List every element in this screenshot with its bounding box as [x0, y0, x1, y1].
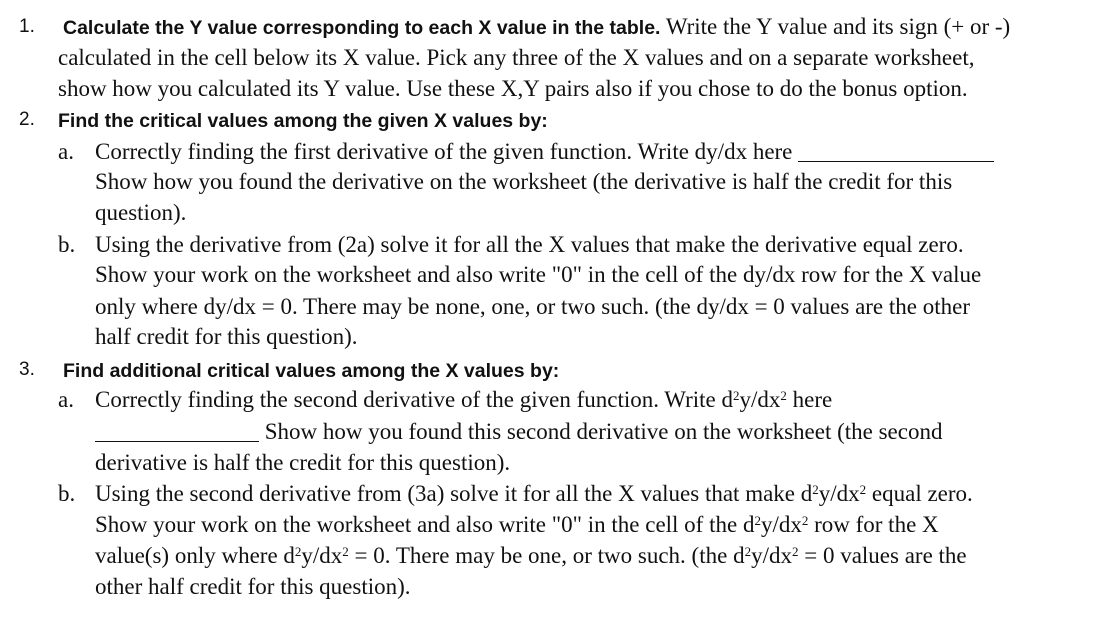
item-3b-line-4: other half credit for this question).	[95, 574, 411, 599]
item-3a-text-2: Show how you found this second derivative on the worksheet (the second	[264, 419, 943, 444]
item-2a-label: a.	[58, 139, 74, 164]
item-3b-text-2b: y/dx	[760, 512, 802, 537]
superscript-2: 2	[744, 544, 752, 559]
item-3b-label: b.	[58, 481, 76, 506]
item-3a-text-1: Correctly finding the second derivative of the given function. Write d	[95, 387, 733, 412]
item-1-heading: Calculate the Y value corresponding to each X value in the table.	[63, 17, 661, 39]
superscript-2: 2	[791, 544, 799, 559]
item-2b-line-4: half credit for this question).	[95, 324, 358, 349]
item-1-line-2: calculated in the cell below its X value. Pick any three of the X values and on a separate worksheet,	[58, 45, 975, 70]
superscript-2: 2	[859, 482, 867, 497]
superscript-2: 2	[780, 388, 787, 403]
item-1-line-1	[63, 11, 1010, 44]
item-3a-text-1b: y/dx	[739, 387, 781, 412]
item-3-number: 3.	[19, 359, 35, 380]
item-1-number: 1.	[19, 16, 35, 37]
item-2b-line-1: Using the derivative from (2a) solve it for all the X values that make the derivative equal zero.	[95, 232, 964, 257]
item-3b-text-3c: = 0. There may be one, or two such. (the d	[348, 543, 745, 568]
superscript-2: 2	[294, 544, 302, 559]
item-1-text-1: Write the Y value and its sign (+ or -)	[665, 14, 1011, 39]
item-3a-line-3: derivative is half the credit for this question).	[95, 450, 511, 475]
item-2-line-1	[58, 104, 548, 137]
superscript-2: 2	[801, 513, 809, 528]
superscript-2: 2	[812, 482, 819, 497]
item-2a-line-1	[95, 136, 994, 167]
item-3b-line-2	[95, 509, 939, 540]
item-3b-text-2c: row for the X	[808, 512, 939, 537]
item-1-line-3: show how you calculated its Y value. Use these X,Y pairs also if you chose to do the bonus option.	[58, 76, 968, 101]
item-3b-text-3e: = 0 values are the	[798, 543, 967, 568]
item-2a-line-3: question).	[95, 200, 187, 225]
item-3-heading: Find additional critical values among the X values by:	[63, 360, 560, 382]
item-3a-text-1c: here	[786, 387, 833, 412]
item-3b-text-3a: value(s) only where d	[95, 543, 295, 568]
superscript-2: 2	[754, 513, 761, 528]
item-2b-line-2: Show your work on the worksheet and also write "0" in the cell of the dy/dx row for the X value	[95, 262, 982, 287]
item-2-heading: Find the critical values among the given X values by:	[58, 110, 548, 132]
item-2a-line-2: Show how you found the derivative on the worksheet (the derivative is half the credit for this	[95, 169, 953, 194]
item-3a-label: a.	[58, 387, 74, 412]
d2ydx2-answer-blank[interactable]	[95, 419, 259, 442]
item-2b-label: b.	[58, 232, 76, 257]
item-2b-line-3: only where dy/dx = 0. There may be none, one, or two such. (the dy/dx = 0 values are the other	[95, 294, 970, 319]
dydx-answer-blank[interactable]	[798, 139, 994, 162]
item-3a-line-2	[95, 416, 942, 447]
superscript-2: 2	[342, 544, 349, 559]
item-3b-text-3b: y/dx	[301, 543, 343, 568]
item-3b-text-1b: y/dx	[818, 481, 860, 506]
item-3b-text-2a: Show your work on the worksheet and also write "0" in the cell of the d	[95, 512, 755, 537]
item-2a-text-1: Correctly finding the first derivative of the given function. Write dy/dx here	[95, 139, 793, 164]
superscript-2: 2	[733, 388, 740, 403]
item-3a-line-1	[95, 384, 832, 415]
item-3b-text-1a: Using the second derivative from (3a) solve it for all the X values that make d	[95, 481, 813, 506]
item-3b-text-1c: equal zero.	[866, 481, 973, 506]
item-3b-line-3	[95, 540, 967, 571]
item-3-line-1	[63, 354, 559, 387]
item-3b-line-1	[95, 478, 973, 509]
item-3b-text-3d: y/dx	[751, 543, 792, 568]
item-2-number: 2.	[19, 109, 35, 130]
